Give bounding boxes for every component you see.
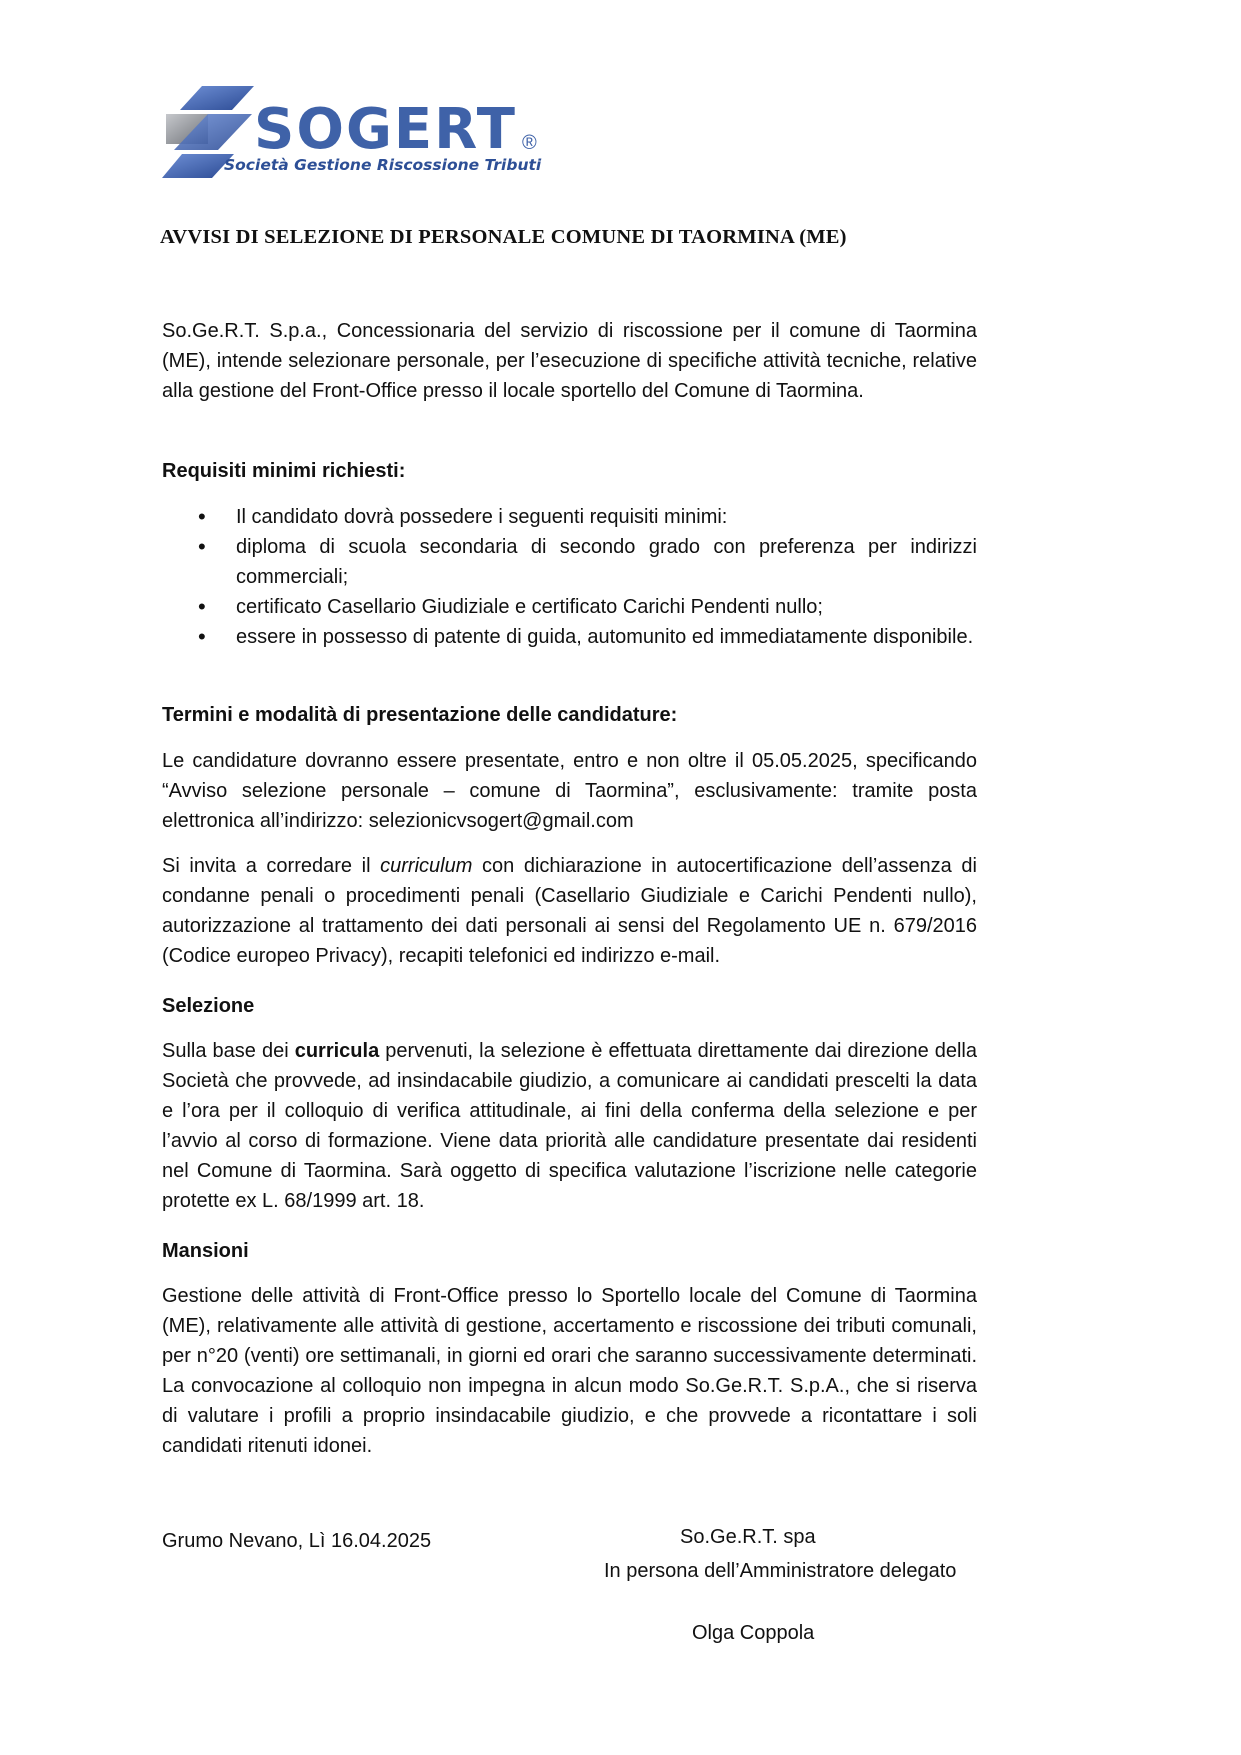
bullet-icon: • — [198, 534, 206, 559]
signature-role: In persona dell’Amministratore delegato — [604, 1560, 957, 1582]
terms-heading: Termini e modalità di presentazione delle candidature: — [162, 704, 678, 726]
list-item: • certificato Casellario Giudiziale e certificato Carichi Pendenti nullo; — [162, 592, 977, 622]
registered-mark: ® — [522, 132, 537, 154]
selection-paragraph: Sulla base dei curricula pervenuti, la selezione è effettuata direttamente dai direzione della Società che provvede, ad insindacabile giudizio, a comunicare ai candidati prescelti la data e l’ora per il colloquio di verifica attitudinale, ai fini della conferma della selezione e per l’avvio al corso di formazione. Viene data priorità alle candidature presentate dai residenti nel Comune di Taormina. Sarà oggetto di specifica valutazione l’iscrizione nelle categorie protette ex L. 68/1999 art. 18. — [162, 1040, 978, 1212]
curricula-bold: curricula — [294, 1040, 380, 1062]
requirements-heading: Requisiti minimi richiesti: — [162, 460, 406, 482]
bullet-icon: • — [198, 594, 206, 619]
signature-company: So.Ge.R.T. spa — [680, 1526, 816, 1548]
bullet-icon: • — [198, 624, 206, 649]
curriculum-italic: curriculum — [380, 855, 473, 877]
logo-wordmark: SOGERT — [254, 97, 517, 162]
curriculum-paragraph: Si invita a corredare il curriculum con dichiarazione in autocertificazione dell’assenza di condanne penali o procedimenti penali (Casellario Giudiziale e Carichi Pendenti nullo), autorizzazione al trattamento dei dati personali ai sensi del Regolamento UE n. 679/2016 (Codice europeo Privacy), recapiti telefonici ed indirizzo e-mail. — [162, 855, 977, 967]
duties-paragraph: Gestione delle attività di Front-Office presso lo Sportello locale del Comune di Taormina (ME), relativamente alle attività di gestione, accertamento e riscossione dei tributi comunali, per n°20 (venti) ore settimanali, in giorni ed orari che saranno successivamente determinati. La convocazione al colloquio non impegna in alcun modo So.Ge.R.T. S.p.A., che si riserva di valutare i profili a proprio insindacabile giudizio, e che provvede a ricontattare i soli candidati ritenuti idonei. — [162, 1285, 977, 1457]
place-date: Grumo Nevano, Lì 16.04.2025 — [162, 1530, 432, 1552]
terms-paragraph: Le candidature dovranno essere presentate, entro e non oltre il 05.05.2025, specificando “Avviso selezione personale – comune di Taormina”, esclusivamente: tramite posta elettronica all’indirizzo: selezionicvsogert@gmail.com — [162, 750, 977, 832]
bullet-icon: • — [198, 504, 206, 529]
selection-heading: Selezione — [162, 995, 255, 1017]
intro-paragraph: So.Ge.R.T. S.p.a., Concessionaria del servizio di riscossione per il comune di Taormina (ME), intende selezionare personale, per l’esecuzione di specifiche attività tecniche, relative alla gestione del Front-Office presso il locale sportello del Comune di Taormina. — [162, 320, 977, 402]
requirements-list — [162, 502, 977, 652]
logo-tagline: Società Gestione Riscossione Tributi — [224, 156, 542, 174]
signature-name: Olga Coppola — [692, 1622, 815, 1644]
page-title: AVVISI DI SELEZIONE DI PERSONALE COMUNE DI TAORMINA (ME) — [160, 226, 847, 248]
sogert-logo — [162, 84, 562, 184]
duties-heading: Mansioni — [162, 1240, 249, 1262]
list-item: • essere in possesso di patente di guida, automunito ed immediatamente disponibile. — [162, 622, 977, 652]
list-item: • Il candidato dovrà possedere i seguenti requisiti minimi: — [162, 502, 977, 532]
list-item: • diploma di scuola secondaria di secondo grado con preferenza per indirizzi commerciali; — [198, 534, 977, 588]
